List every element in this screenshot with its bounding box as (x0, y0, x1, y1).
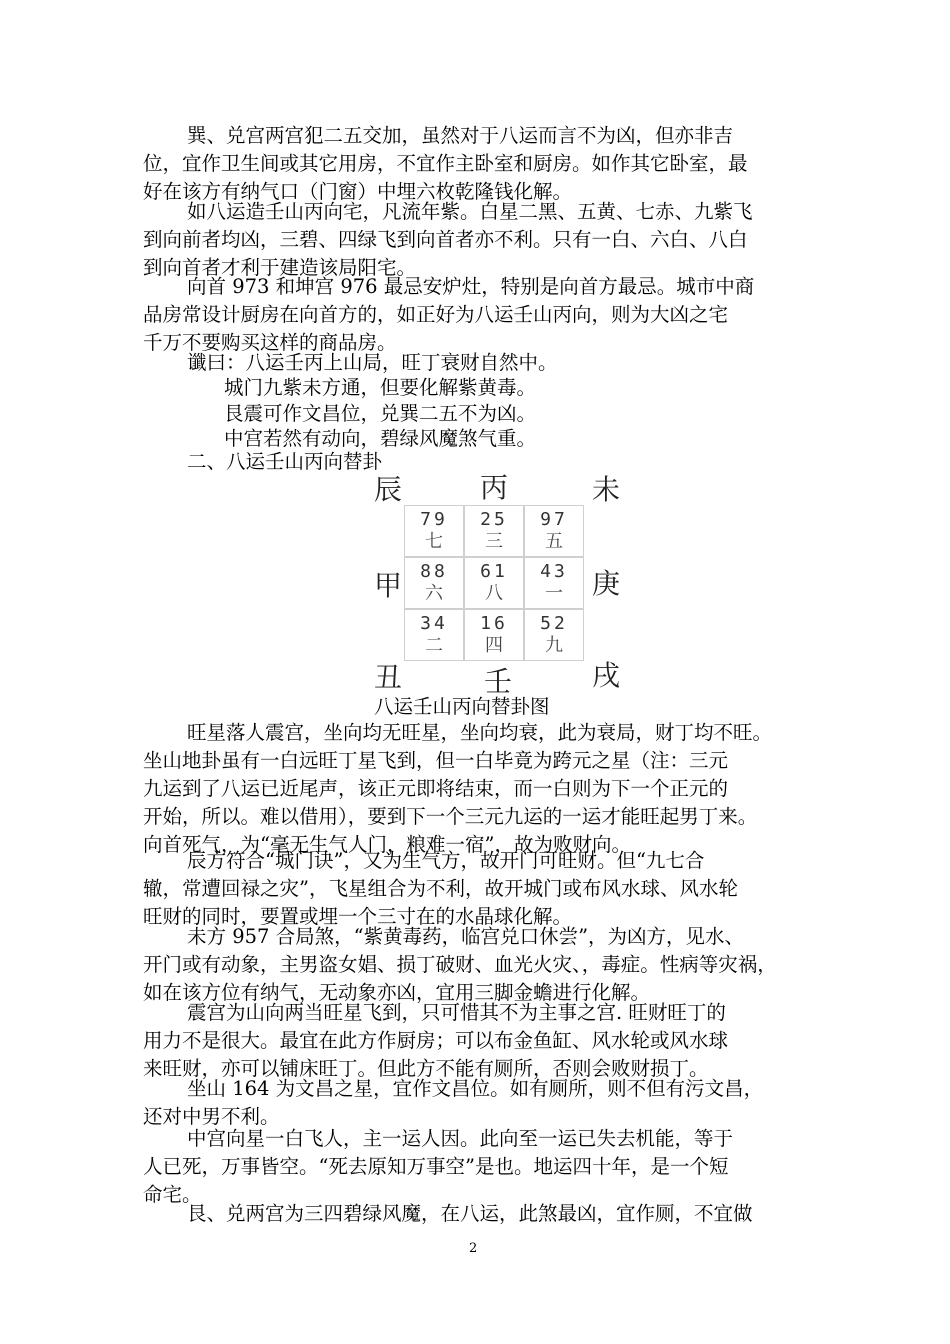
verse-line: 艮震可作文昌位，兑巽二五不为凶。 (224, 402, 537, 425)
text-line: 九运到了八运已近尾声，该正元即将结束，而一白则为下一个正元的 (143, 777, 729, 800)
text-line: 谶曰：八运壬丙上山局，旺丁衰财自然中。 (187, 351, 558, 374)
text-line: 到向前者均凶，三碧、四绿飞到向首者亦不利。只有一白、六白、八白 (143, 228, 748, 251)
section-heading: 二、八运壬山丙向替卦 (187, 450, 383, 473)
period-number: 六 (425, 583, 443, 604)
text-line: 用力不是很大。最宜在此方作厨房；可以布金鱼缸、风水轮或风水球 (143, 1029, 729, 1052)
text-line: 人已死，万事皆空。“死去原知万事空”是也。地运四十年，是一个短 (143, 1155, 729, 1178)
star-numbers: 34 (420, 613, 448, 634)
star-numbers: 88 (420, 561, 448, 582)
period-number: 四 (485, 635, 503, 656)
direction-label: 丑 (374, 661, 403, 694)
palace-cell (404, 557, 464, 609)
chart-caption: 八运壬山丙向替卦图 (374, 695, 550, 718)
palace-grid (404, 505, 584, 661)
direction-label: 辰 (374, 473, 403, 506)
verse-line: 中宫若然有动向，碧绿风魔煞气重。 (224, 427, 537, 450)
text-line: 还对中男不利。 (143, 1105, 280, 1128)
palace-cell (404, 609, 464, 661)
palace-cell (464, 505, 524, 557)
direction-label: 甲 (374, 569, 403, 602)
paragraph-8 (143, 999, 813, 1083)
period-number: 五 (545, 531, 563, 552)
text-line: 向首 973 和坤宫 976 最忌安炉灶，特别是向首方最忌。城市中商 (187, 275, 755, 298)
star-numbers: 25 (480, 509, 508, 530)
paragraph-10 (143, 1125, 813, 1209)
paragraph-3 (143, 273, 813, 357)
text-line: 震宫为山向两当旺星飞到，只可惜其不为主事之宫. 旺财旺丁的 (187, 1001, 726, 1024)
verse-line: 城门九紫未方通，但要化解紫黄毒。 (224, 376, 537, 399)
text-line: 坐山 164 为文昌之星，宜作文昌位。如有厕所，则不但有污文昌， (187, 1077, 764, 1100)
paragraph-7 (143, 923, 813, 1007)
direction-label: 未 (592, 473, 621, 506)
palace-cell (524, 609, 584, 661)
text-line: 开门或有动象，主男盗女娼、损丁破财、血光火灾、，毒症。性病等灾祸， (143, 953, 777, 976)
paragraph-11 (143, 1200, 813, 1228)
paragraph-1 (143, 122, 813, 206)
period-number: 三 (485, 531, 503, 552)
direction-label: 壬 (484, 665, 513, 698)
text-line: 来旺财，亦可以铺床旺丁。但此方不能有厕所，否则会败财损丁。 (143, 1057, 709, 1080)
text-line: 如在该方位有纳气，无动象亦凶，宜用三脚金蟾进行化解。 (143, 981, 651, 1004)
period-number: 九 (545, 635, 563, 656)
text-line: 艮、兑两宫为三四碧绿风魔，在八运，此煞最凶，宜作厕，不宜做 (187, 1202, 753, 1225)
palace-cell (404, 505, 464, 557)
text-line: 如八运造壬山丙向宅，凡流年紫。白星二黑、五黄、七赤、九紫飞 (187, 200, 753, 223)
text-line: 旺星落人震宫，坐向均无旺星，坐向均衰，此为衰局，财丁均不旺。 (187, 721, 773, 744)
text-line: 品房常设计厨房在向首方的，如正好为八运壬山丙向，则为大凶之宅 (143, 303, 729, 326)
palace-cell (464, 609, 524, 661)
text-line: 千万不要购买这样的商品房。 (143, 331, 397, 354)
palace-cell (524, 505, 584, 557)
text-line: 位，宜作卫生间或其它用房，不宜作主卧室和厨房。如作其它卧室，最 (143, 152, 748, 175)
text-line: 辰方符合“城门诀”，又为生气方，故开门可旺财。但“九七合 (187, 849, 705, 872)
paragraph-2 (143, 198, 813, 282)
palace-cell (464, 557, 524, 609)
text-line: 命宅。 (143, 1183, 202, 1206)
text-line: 坐山地卦虽有一白远旺丁星飞到，但一白毕竟为跨元之星（注：三元 (143, 749, 729, 772)
star-numbers: 79 (420, 509, 448, 530)
text-line: 旺财的同时，要置或埋一个三寸在的水晶球化解。 (143, 905, 573, 928)
palace-cell (524, 557, 584, 609)
text-line: 巽、兑宫两宫犯二五交加，虽然对于八运而言不为凶，但亦非吉 (187, 124, 734, 147)
star-numbers: 16 (480, 613, 508, 634)
text-line: 辙，常遭回禄之灾”，飞星组合为不利，故开城门或布风水球、风水轮 (143, 877, 738, 900)
period-number: 二 (425, 635, 443, 656)
text-line: 好在该方有纳气口（门窗）中埋六枚乾隆钱化解。 (143, 180, 573, 203)
text-line: 中宫向星一白飞人，主一运人因。此向至一运已失去机能，等于 (187, 1127, 734, 1150)
period-number: 八 (485, 583, 503, 604)
text-line: 开始，所以。难以借用），要到下一个三元九运的一运才能旺起男丁来。 (143, 805, 758, 828)
period-number: 一 (545, 583, 563, 604)
paragraph-4 (143, 349, 813, 377)
text-line: 到向首者才利于建造该局阳宅。 (143, 256, 417, 279)
direction-label: 戌 (592, 659, 621, 692)
text-line: 未方 957 合局煞，“紫黄毒药，临宫兑口休尝”，为凶方，见水、 (187, 925, 745, 948)
star-numbers: 43 (540, 561, 568, 582)
text-line: 向首死气，为“毫无生气人门，粮难一宿”，故为败财向。 (143, 833, 631, 856)
paragraph-9 (143, 1075, 813, 1131)
star-numbers: 52 (540, 613, 568, 634)
page-number: 2 (469, 1241, 478, 1256)
period-number: 七 (425, 531, 443, 552)
star-numbers: 97 (540, 509, 568, 530)
star-numbers: 61 (480, 561, 508, 582)
paragraph-6 (143, 847, 813, 931)
paragraph-5 (143, 719, 813, 859)
direction-label: 丙 (480, 471, 509, 504)
direction-label: 庚 (592, 567, 621, 600)
